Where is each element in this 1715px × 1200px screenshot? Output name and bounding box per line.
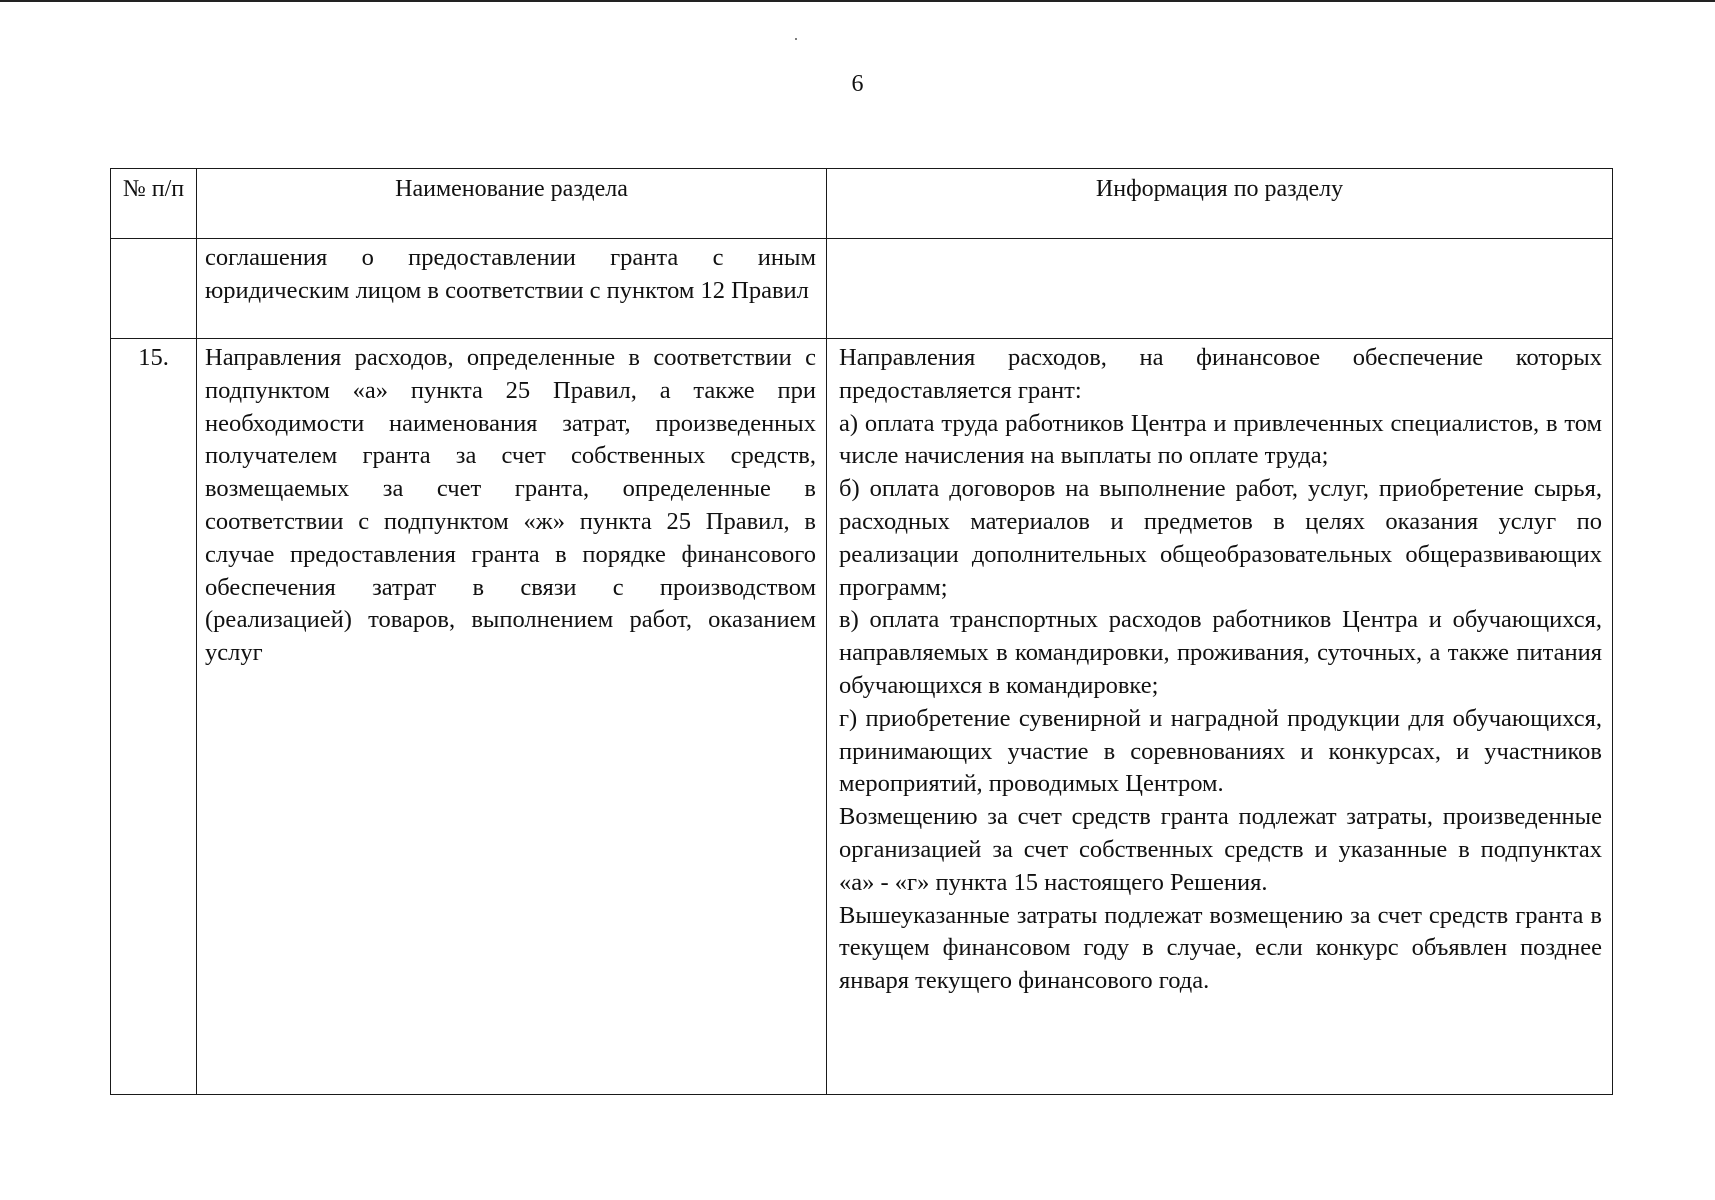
header-section-info: Информация по разделу [1095, 176, 1344, 202]
info-paragraph: Вышеуказанные затраты подлежат возмещению за счет средств гранта в текущем финансовом году в случае, если конкурс объявлен позднее января текущего финансового года. [839, 901, 1602, 995]
document-table [110, 168, 1613, 1095]
page-number: 6 [851, 71, 864, 97]
table-row [111, 239, 1613, 339]
row-section-info [827, 239, 1613, 339]
row-section-name: Направления расходов, определенные в соответствии с подпунктом «а» пункта 25 Правил, а также при необходимости наименования затрат, произведенных получателем гранта за счет собственных средств, возмещаемых за счет гранта, определенные в соответствии с подпунктом «ж» пункта 25 Правил, в случае предоставления гранта в порядке финансового обеспечения затрат в связи с производством (реализацией) товаров, выполнением работ, оказанием услуг [197, 339, 827, 1095]
row-section-info [827, 339, 1613, 1095]
row-section-name: соглашения о предоставлении гранта с иным юридическим лицом в соответствии с пунктом 12 Правил [197, 239, 827, 339]
table-row [111, 339, 1613, 1095]
info-paragraph: г) приобретение сувенирной и наградной продукции для обучающихся, принимающих участие в соревнованиях и конкурсах, и участников мероприятий, проводимых Центром. [839, 704, 1602, 798]
header-num: № п/п [111, 169, 197, 239]
info-paragraph: а) оплата труда работников Центра и привлеченных специалистов, в том числе начисления на выплаты по оплате труда; [839, 409, 1602, 470]
header-section-name-cell [197, 169, 827, 239]
row-num [111, 239, 197, 339]
info-paragraph: Направления расходов, на финансовое обеспечение которых предоставляется грант: [839, 344, 1602, 404]
info-paragraph: Возмещению за счет средств гранта подлежат затраты, произведенные организацией за счет собственных средств и указанные в подпунктах «а» - «г» пункта 15 настоящего Решения. [839, 803, 1602, 896]
table-header-row [111, 169, 1613, 239]
scan-top-edge [0, 0, 1715, 2]
header-section-name: Наименование раздела [395, 176, 628, 202]
info-paragraph: в) оплата транспортных расходов работников Центра и обучающихся, направляемых в командировки, проживания, суточных, а также питания обучающихся в командировке; [839, 606, 1602, 699]
row-num: 15. [111, 339, 197, 1095]
scan-speck [795, 38, 797, 40]
header-section-info-cell [827, 169, 1613, 239]
info-paragraph: б) оплата договоров на выполнение работ, услуг, приобретение сырья, расходных материалов и предметов в целях оказания услуг по реализации дополнительных общеобразовательных общеразвивающих программ; [839, 475, 1602, 601]
